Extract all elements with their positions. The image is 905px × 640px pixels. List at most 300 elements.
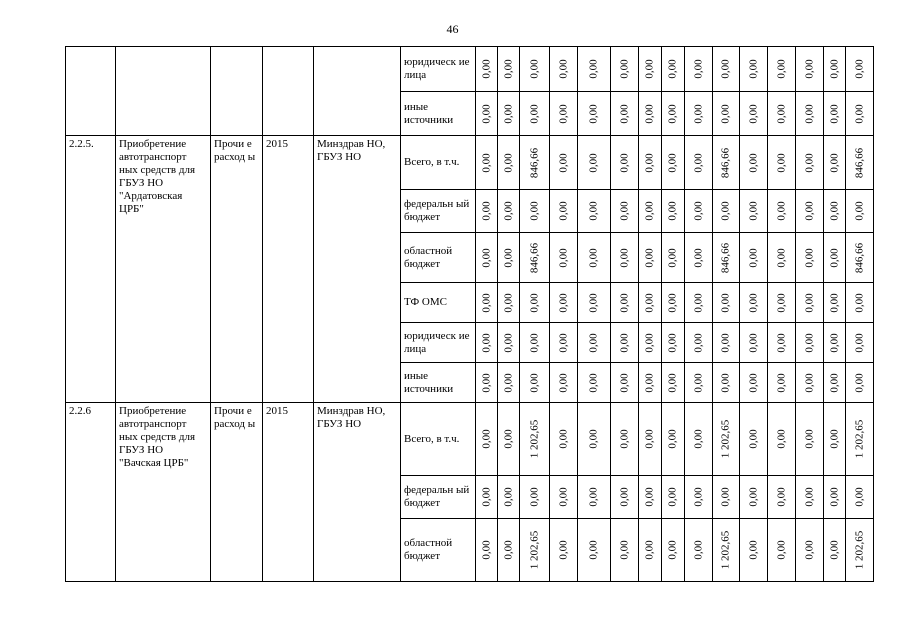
item-name-cell	[116, 47, 211, 136]
value-text: 0,00	[502, 429, 515, 449]
value-text: 1 202,65	[528, 530, 541, 570]
value-text: 0,00	[828, 152, 841, 173]
value-cell	[476, 47, 498, 92]
value-text: 846,66	[853, 147, 866, 178]
value-text: 0,00	[480, 201, 493, 221]
funding-source-cell: юридическ ие лица	[401, 47, 476, 92]
value-cell	[662, 403, 685, 476]
value-cell	[846, 403, 874, 476]
value-text: 0,00	[775, 372, 788, 393]
value-text: 0,00	[692, 429, 705, 449]
value-text: 0,00	[666, 152, 679, 173]
value-text: 0,00	[775, 152, 788, 173]
value-cell	[796, 403, 824, 476]
value-text: 0,00	[853, 103, 866, 124]
value-cell	[611, 136, 639, 190]
value-cell	[846, 47, 874, 92]
value-cell	[550, 233, 578, 283]
value-text: 0,00	[775, 429, 788, 449]
value-text: 0,00	[618, 429, 631, 449]
value-cell	[639, 403, 662, 476]
value-text: 0,00	[666, 247, 679, 268]
value-cell	[824, 403, 846, 476]
value-cell	[740, 92, 768, 136]
value-cell	[476, 323, 498, 363]
value-cell	[498, 136, 520, 190]
funding-source-cell: федеральн ый бюджет	[401, 476, 476, 519]
value-text: 0,00	[828, 247, 841, 268]
value-text: 0,00	[719, 59, 732, 79]
value-text: 0,00	[557, 540, 570, 560]
value-cell	[846, 136, 874, 190]
value-cell	[685, 363, 713, 403]
value-cell	[578, 363, 611, 403]
value-cell	[824, 190, 846, 233]
value-text: 1 202,65	[853, 530, 866, 570]
value-text: 0,00	[480, 152, 493, 173]
value-text: 0,00	[480, 487, 493, 507]
value-text: 0,00	[803, 292, 816, 313]
value-text: 0,00	[747, 429, 760, 449]
value-cell	[713, 92, 740, 136]
value-cell	[550, 47, 578, 92]
value-cell	[824, 283, 846, 323]
value-text: 0,00	[618, 372, 631, 393]
executor-cell: Минздрав НО, ГБУЗ НО	[314, 136, 401, 403]
value-text: 0,00	[502, 292, 515, 313]
value-text: 0,00	[502, 152, 515, 173]
value-cell	[498, 233, 520, 283]
value-text: 0,00	[666, 429, 679, 449]
value-cell	[639, 136, 662, 190]
value-text: 0,00	[502, 59, 515, 79]
value-text: 0,00	[618, 152, 631, 173]
item-code-cell: 2.2.6	[66, 403, 116, 582]
value-cell	[846, 519, 874, 582]
value-cell	[685, 283, 713, 323]
value-text: 0,00	[719, 372, 732, 393]
value-cell	[796, 323, 824, 363]
value-text: 0,00	[853, 201, 866, 221]
value-cell	[662, 363, 685, 403]
value-text: 0,00	[528, 372, 541, 393]
funding-source-cell: федеральн ый бюджет	[401, 190, 476, 233]
value-text: 0,00	[828, 59, 841, 79]
funding-source-cell: ТФ ОМС	[401, 283, 476, 323]
value-text: 0,00	[775, 540, 788, 560]
value-cell	[520, 92, 550, 136]
value-text: 0,00	[528, 487, 541, 507]
value-cell	[824, 323, 846, 363]
financing-table	[65, 46, 874, 582]
value-text: 0,00	[557, 247, 570, 268]
value-cell	[713, 363, 740, 403]
value-cell	[796, 233, 824, 283]
value-text: 0,00	[502, 540, 515, 560]
value-text: 0,00	[480, 332, 493, 353]
value-text: 0,00	[643, 152, 656, 173]
value-text: 0,00	[803, 59, 816, 79]
value-text: 0,00	[747, 103, 760, 124]
value-text: 0,00	[643, 372, 656, 393]
value-cell	[498, 323, 520, 363]
year-cell: 2015	[263, 136, 314, 403]
value-text: 0,00	[528, 59, 541, 79]
value-text: 0,00	[747, 59, 760, 79]
value-cell	[846, 283, 874, 323]
value-cell	[713, 283, 740, 323]
value-cell	[476, 519, 498, 582]
value-text: 0,00	[803, 103, 816, 124]
value-text: 0,00	[587, 292, 600, 313]
value-text: 0,00	[803, 201, 816, 221]
value-text: 0,00	[528, 332, 541, 353]
value-text: 0,00	[828, 292, 841, 313]
value-text: 0,00	[775, 201, 788, 221]
value-cell	[846, 323, 874, 363]
value-cell	[685, 476, 713, 519]
value-cell	[846, 190, 874, 233]
value-cell	[713, 323, 740, 363]
year-cell	[263, 47, 314, 136]
value-cell	[662, 476, 685, 519]
value-cell	[498, 519, 520, 582]
value-text: 0,00	[828, 103, 841, 124]
value-cell	[685, 190, 713, 233]
funding-source-cell: Всего, в т.ч.	[401, 136, 476, 190]
value-text: 0,00	[828, 372, 841, 393]
value-cell	[685, 233, 713, 283]
value-text: 0,00	[803, 247, 816, 268]
value-cell	[846, 233, 874, 283]
value-text: 0,00	[502, 487, 515, 507]
value-cell	[713, 136, 740, 190]
value-cell	[550, 476, 578, 519]
value-text: 0,00	[692, 201, 705, 221]
value-text: 0,00	[719, 487, 732, 507]
value-text: 0,00	[528, 201, 541, 221]
value-cell	[498, 363, 520, 403]
value-text: 846,66	[719, 147, 732, 178]
value-cell	[662, 136, 685, 190]
executor-cell	[314, 47, 401, 136]
value-text: 0,00	[692, 247, 705, 268]
value-cell	[796, 92, 824, 136]
value-cell	[768, 323, 796, 363]
value-cell	[824, 519, 846, 582]
value-text: 0,00	[528, 103, 541, 124]
value-text: 0,00	[587, 372, 600, 393]
value-text: 0,00	[803, 152, 816, 173]
value-cell	[740, 283, 768, 323]
value-cell	[498, 476, 520, 519]
value-cell	[740, 47, 768, 92]
value-text: 0,00	[480, 372, 493, 393]
value-text: 0,00	[853, 372, 866, 393]
value-text: 0,00	[557, 103, 570, 124]
table-row	[66, 47, 874, 92]
value-cell	[768, 190, 796, 233]
value-text: 0,00	[557, 487, 570, 507]
value-cell	[498, 92, 520, 136]
value-cell	[476, 363, 498, 403]
item-name-cell: Приобретение автотранспорт ных средств для ГБУЗ НО "Ардатовская ЦРБ"	[116, 136, 211, 403]
value-text: 0,00	[643, 103, 656, 124]
value-cell	[740, 519, 768, 582]
value-text: 0,00	[587, 247, 600, 268]
expense-type-cell	[211, 47, 263, 136]
value-cell	[550, 283, 578, 323]
value-text: 0,00	[480, 103, 493, 124]
value-text: 0,00	[803, 332, 816, 353]
value-text: 0,00	[502, 332, 515, 353]
item-code-cell	[66, 47, 116, 136]
value-cell	[824, 92, 846, 136]
value-cell	[611, 476, 639, 519]
value-cell	[662, 92, 685, 136]
value-text: 0,00	[692, 292, 705, 313]
executor-cell: Минздрав НО, ГБУЗ НО	[314, 403, 401, 582]
value-text: 0,00	[775, 247, 788, 268]
value-text: 0,00	[747, 332, 760, 353]
value-cell	[578, 519, 611, 582]
value-text: 0,00	[587, 201, 600, 221]
year-cell: 2015	[263, 403, 314, 582]
value-text: 0,00	[557, 292, 570, 313]
value-text: 0,00	[587, 59, 600, 79]
value-cell	[520, 47, 550, 92]
value-text: 0,00	[853, 59, 866, 79]
value-text: 0,00	[692, 59, 705, 79]
value-text: 0,00	[666, 332, 679, 353]
value-cell	[498, 190, 520, 233]
value-text: 0,00	[719, 201, 732, 221]
value-cell	[550, 403, 578, 476]
value-text: 0,00	[747, 152, 760, 173]
value-text: 0,00	[803, 372, 816, 393]
value-cell	[740, 323, 768, 363]
value-text: 0,00	[803, 429, 816, 449]
value-text: 0,00	[775, 487, 788, 507]
value-text: 0,00	[828, 332, 841, 353]
value-text: 0,00	[618, 332, 631, 353]
value-cell	[796, 190, 824, 233]
value-text: 0,00	[853, 487, 866, 507]
value-text: 0,00	[666, 59, 679, 79]
value-text: 0,00	[557, 59, 570, 79]
value-cell	[498, 47, 520, 92]
value-text: 0,00	[643, 59, 656, 79]
value-text: 846,66	[719, 242, 732, 273]
value-text: 0,00	[528, 292, 541, 313]
value-text: 0,00	[803, 540, 816, 560]
value-text: 0,00	[587, 487, 600, 507]
value-cell	[578, 136, 611, 190]
value-cell	[639, 47, 662, 92]
value-text: 0,00	[803, 487, 816, 507]
value-cell	[476, 283, 498, 323]
value-cell	[520, 476, 550, 519]
value-text: 0,00	[587, 540, 600, 560]
value-text: 0,00	[666, 201, 679, 221]
value-text: 0,00	[480, 59, 493, 79]
value-cell	[520, 403, 550, 476]
funding-source-cell: областной бюджет	[401, 519, 476, 582]
value-text: 0,00	[587, 103, 600, 124]
value-cell	[740, 136, 768, 190]
value-text: 0,00	[719, 292, 732, 313]
value-text: 0,00	[618, 487, 631, 507]
value-cell	[520, 519, 550, 582]
value-cell	[685, 323, 713, 363]
value-text: 0,00	[828, 201, 841, 221]
value-cell	[685, 403, 713, 476]
value-text: 0,00	[853, 332, 866, 353]
value-text: 0,00	[666, 487, 679, 507]
value-cell	[846, 476, 874, 519]
value-cell	[768, 283, 796, 323]
value-cell	[713, 403, 740, 476]
value-cell	[685, 136, 713, 190]
value-cell	[639, 190, 662, 233]
value-cell	[740, 233, 768, 283]
value-cell	[740, 403, 768, 476]
value-text: 0,00	[692, 372, 705, 393]
value-cell	[550, 519, 578, 582]
value-cell	[578, 47, 611, 92]
value-cell	[768, 476, 796, 519]
value-cell	[520, 323, 550, 363]
value-text: 0,00	[587, 429, 600, 449]
value-cell	[550, 136, 578, 190]
value-cell	[520, 233, 550, 283]
value-cell	[796, 47, 824, 92]
value-cell	[796, 136, 824, 190]
value-cell	[639, 323, 662, 363]
value-cell	[476, 136, 498, 190]
value-cell	[662, 190, 685, 233]
value-text: 0,00	[747, 247, 760, 268]
value-text: 0,00	[775, 59, 788, 79]
value-cell	[796, 476, 824, 519]
value-cell	[611, 363, 639, 403]
value-cell	[550, 323, 578, 363]
value-cell	[685, 92, 713, 136]
value-text: 0,00	[643, 247, 656, 268]
value-cell	[611, 323, 639, 363]
value-cell	[498, 283, 520, 323]
value-text: 0,00	[666, 540, 679, 560]
value-cell	[740, 190, 768, 233]
value-text: 0,00	[587, 152, 600, 173]
value-cell	[685, 47, 713, 92]
value-cell	[796, 519, 824, 582]
value-text: 0,00	[502, 103, 515, 124]
value-text: 0,00	[587, 332, 600, 353]
value-cell	[824, 136, 846, 190]
value-cell	[685, 519, 713, 582]
value-cell	[740, 363, 768, 403]
value-text: 846,66	[528, 147, 541, 178]
value-cell	[768, 92, 796, 136]
value-text: 0,00	[692, 540, 705, 560]
value-cell	[639, 233, 662, 283]
value-cell	[611, 47, 639, 92]
value-cell	[476, 403, 498, 476]
value-cell	[550, 190, 578, 233]
funding-source-cell: юридическ ие лица	[401, 323, 476, 363]
page-number: 46	[446, 22, 459, 36]
value-text: 0,00	[643, 429, 656, 449]
value-text: 0,00	[502, 372, 515, 393]
value-text: 0,00	[480, 540, 493, 560]
value-text: 0,00	[666, 372, 679, 393]
value-cell	[846, 92, 874, 136]
value-cell	[520, 136, 550, 190]
value-cell	[520, 190, 550, 233]
value-text: 0,00	[502, 201, 515, 221]
expense-type-cell: Прочи е расход ы	[211, 136, 263, 403]
value-text: 0,00	[775, 292, 788, 313]
table-row	[66, 136, 874, 190]
value-cell	[639, 283, 662, 323]
value-text: 0,00	[692, 103, 705, 124]
value-text: 0,00	[692, 487, 705, 507]
value-cell	[824, 476, 846, 519]
value-text: 0,00	[666, 103, 679, 124]
value-cell	[611, 233, 639, 283]
value-text: 846,66	[853, 242, 866, 273]
value-cell	[768, 136, 796, 190]
value-text: 0,00	[643, 201, 656, 221]
value-cell	[740, 476, 768, 519]
value-text: 1 202,65	[719, 530, 732, 570]
value-cell	[639, 92, 662, 136]
value-text: 0,00	[775, 103, 788, 124]
value-text: 0,00	[480, 292, 493, 313]
funding-source-cell: иные источники	[401, 92, 476, 136]
value-text: 0,00	[747, 292, 760, 313]
value-cell	[768, 233, 796, 283]
funding-source-cell: областной бюджет	[401, 233, 476, 283]
value-text: 0,00	[666, 292, 679, 313]
value-text: 0,00	[643, 540, 656, 560]
value-cell	[639, 519, 662, 582]
value-cell	[768, 403, 796, 476]
value-text: 1 202,65	[719, 419, 732, 459]
value-cell	[611, 283, 639, 323]
value-cell	[520, 363, 550, 403]
value-cell	[713, 476, 740, 519]
value-text: 0,00	[618, 292, 631, 313]
value-text: 0,00	[480, 429, 493, 449]
value-text: 0,00	[480, 247, 493, 268]
value-cell	[662, 233, 685, 283]
value-text: 0,00	[557, 152, 570, 173]
value-cell	[824, 233, 846, 283]
value-text: 1 202,65	[528, 419, 541, 459]
item-name-cell: Приобретение автотранспорт ных средств для ГБУЗ НО "Вачская ЦРБ"	[116, 403, 211, 582]
value-text: 0,00	[747, 487, 760, 507]
value-text: 846,66	[528, 242, 541, 273]
value-cell	[578, 92, 611, 136]
value-cell	[768, 47, 796, 92]
value-cell	[550, 92, 578, 136]
funding-source-cell: иные источники	[401, 363, 476, 403]
value-cell	[662, 283, 685, 323]
value-cell	[824, 47, 846, 92]
value-cell	[796, 363, 824, 403]
